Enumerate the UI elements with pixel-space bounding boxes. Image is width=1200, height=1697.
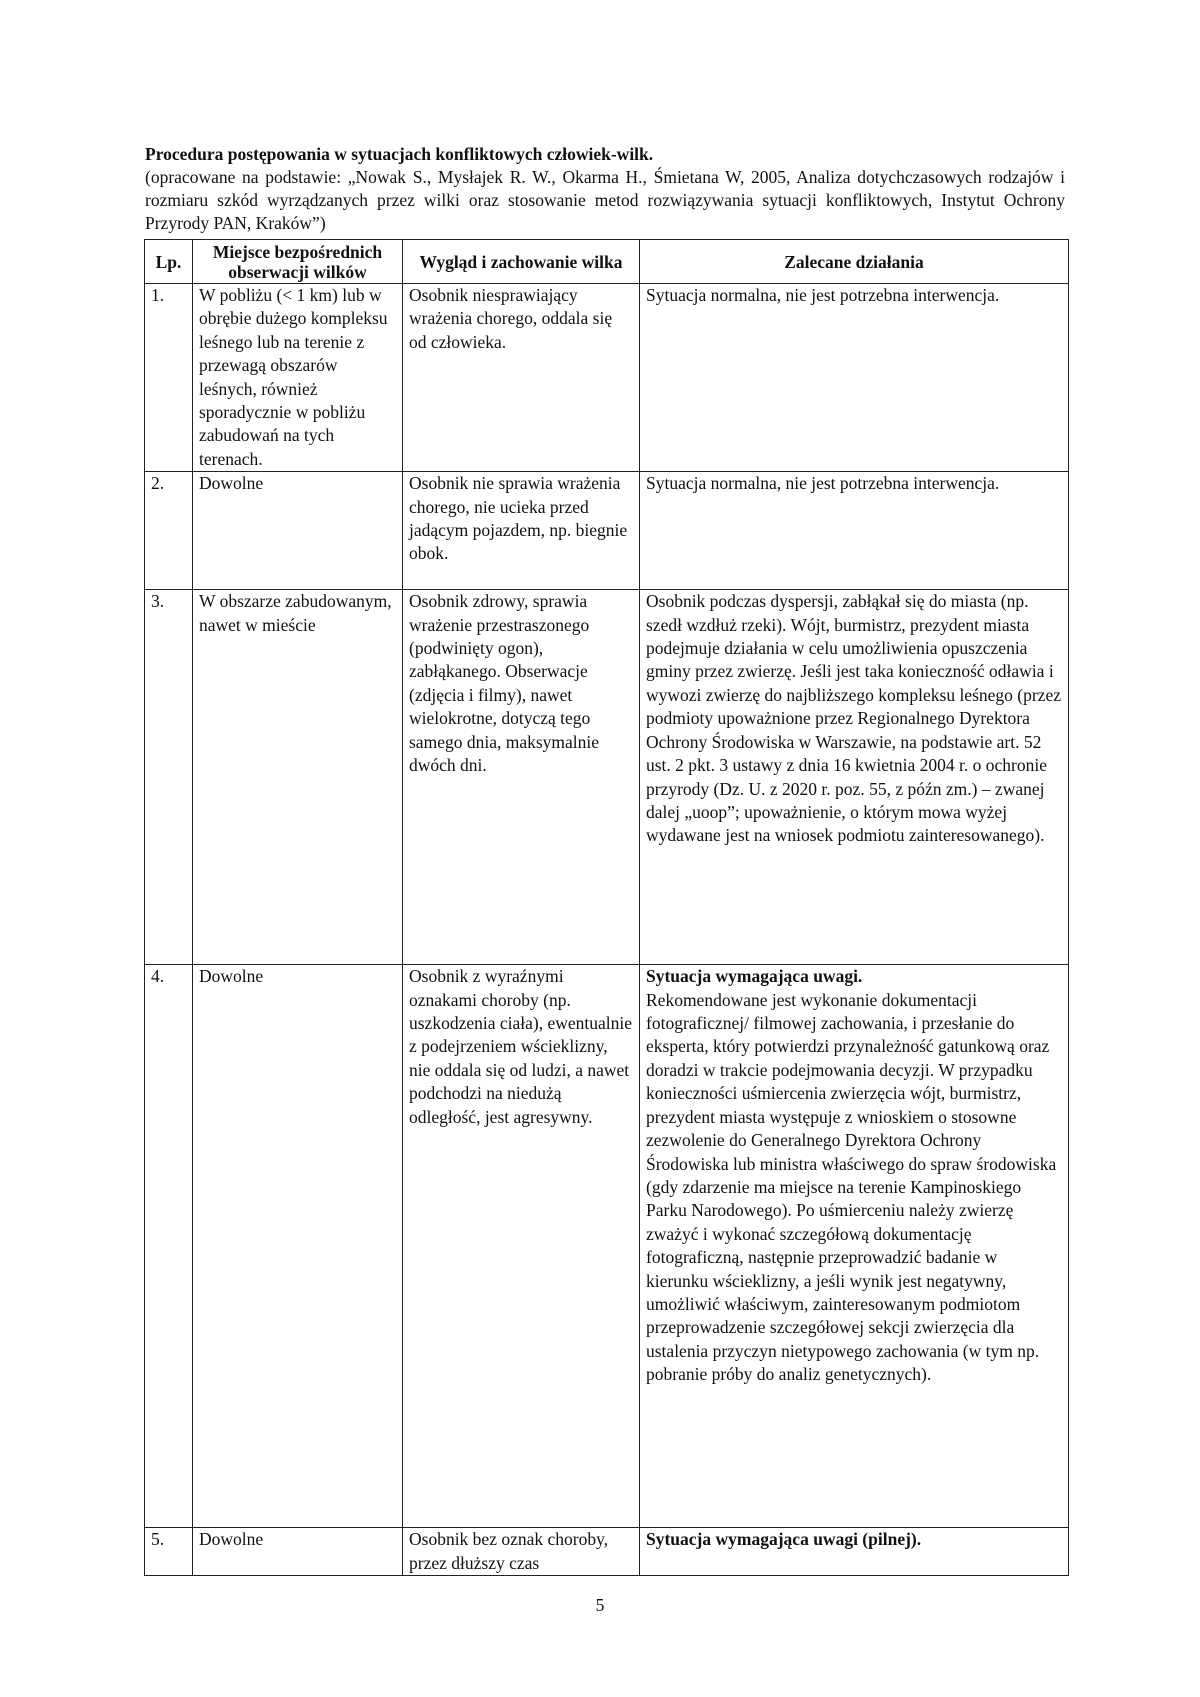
table-row bbox=[145, 1528, 1069, 1576]
row-behavior: Osobnik z wyraźnymi oznakami choroby (np. uszkodzenia ciała), ewentualnie z podejrzeniem wścieklizny, nie oddala się od ludzi, a nawet podchodzi na niedużą odległość, jest agresywny. bbox=[403, 965, 640, 1528]
row-behavior: Osobnik zdrowy, sprawia wrażenie przestraszonego (podwinięty ogon), zabłąkanego. Obserwacje (zdjęcia i filmy), nawet wielokrotne, dotyczą tego samego dnia, maksymalnie dwóch dni. bbox=[403, 590, 640, 965]
row-actions-bold: Sytuacja wymagająca uwagi. bbox=[646, 966, 863, 987]
row-lp: 5. bbox=[145, 1528, 193, 1576]
row-actions bbox=[640, 590, 1069, 965]
row-behavior: Osobnik niesprawiający wrażenia chorego, oddala się od człowieka. bbox=[403, 284, 640, 472]
header-actions: Zalecane działania bbox=[640, 240, 1069, 284]
page-number: 5 bbox=[595, 1595, 605, 1615]
table-row bbox=[145, 472, 1069, 590]
row-behavior: Osobnik bez oznak choroby, przez dłuższy czas bbox=[403, 1528, 640, 1576]
row-lp: 3. bbox=[145, 590, 193, 965]
row-actions-text: Sytuacja normalna, nie jest potrzebna interwencja. bbox=[646, 285, 1000, 305]
document-title: Procedura postępowania w sytuacjach konfliktowych człowiek-wilk. bbox=[145, 144, 654, 164]
row-actions bbox=[640, 284, 1069, 472]
table-row bbox=[145, 965, 1069, 1528]
row-lp: 2. bbox=[145, 472, 193, 590]
row-actions-text: Osobnik podczas dyspersji, zabłąkał się do miasta (np. szedł wzdłuż rzeki). Wójt, burmistrz, prezydent miasta podejmuje działania w celu umożliwienia opuszczenia gminy przez zwierzę. Jeśli jest taka konieczność odławia i wywozi zwierzę do najbliższego kompleksu leśnego (przez podmioty upoważnione przez Regionalnego Dyrektora Ochrony Środowiska w Warszawie, na podstawie art. 52 ust. 2 pkt. 3 ustawy z dnia 16 kwietnia 2004 r. o ochronie przyrody (Dz. U. z 2020 r. poz. 55, z późn zm.) – zwanej dalej „uoop”; upoważnienie, o którym mowa wyżej wydawane jest na wniosek podmiotu zainteresowanego). bbox=[646, 591, 1061, 846]
row-place: Dowolne bbox=[193, 965, 403, 1528]
row-actions bbox=[640, 472, 1069, 590]
header-place: Miejsce bezpośrednich obserwacji wilków bbox=[193, 240, 403, 284]
table-row bbox=[145, 590, 1069, 965]
row-place: W pobliżu (< 1 km) lub w obrębie dużego kompleksu leśnego lub na terenie z przewagą obszarów leśnych, również sporadycznie w pobliżu zabudowań na tych terenach. bbox=[193, 284, 403, 472]
table-header-row bbox=[145, 240, 1069, 284]
row-actions bbox=[640, 1528, 1069, 1576]
row-actions bbox=[640, 965, 1069, 1528]
row-behavior: Osobnik nie sprawia wrażenia chorego, nie ucieka przed jadącym pojazdem, np. biegnie obok. bbox=[403, 472, 640, 590]
table-row bbox=[145, 284, 1069, 472]
row-actions-text: Sytuacja normalna, nie jest potrzebna interwencja. bbox=[646, 473, 1000, 494]
header-lp: Lp. bbox=[145, 240, 193, 284]
row-lp: 4. bbox=[145, 965, 193, 1528]
source-citation: (opracowane na podstawie: „Nowak S., Mysłajek R. W., Okarma H., Śmietana W, 2005, Analiza dotychczasowych rodzajów i rozmiaru szkód wyrządzanych przez wilki oraz stosowanie metod rozwiązywania sytuacji konfliktowych, Instytut Ochrony Przyrody PAN, Kraków”) bbox=[145, 167, 1065, 233]
row-actions-bold: Sytuacja wymagająca uwagi (pilnej). bbox=[646, 1529, 922, 1550]
procedure-table bbox=[144, 239, 1069, 1576]
row-lp: 1. bbox=[145, 284, 193, 472]
row-place: W obszarze zabudowanym, nawet w mieście bbox=[193, 590, 403, 965]
row-place: Dowolne bbox=[193, 472, 403, 590]
row-actions-text: Rekomendowane jest wykonanie dokumentacji fotograficznej/ filmowej zachowania, i przesłanie do eksperta, który potwierdzi przynależność gatunkową oraz doradzi w trakcie podejmowania decyzji. W przypadku konieczności uśmiercenia zwierzęcia wójt, burmistrz, prezydent miasta występuje z wnioskiem o stosowne zezwolenie do Generalnego Dyrektora Ochrony Środowiska lub ministra właściwego do spraw środowiska (gdy zdarzenie ma miejsce na terenie Kampinoskiego Parku Narodowego). Po uśmierceniu należy zwierzę zważyć i wykonać szczegółową dokumentację fotograficzną, następnie przeprowadzić badanie w kierunku wścieklizny, a jeśli wynik jest negatywny, umożliwić właściwym, zainteresowanym podmiotom przeprowadzenie szczegółowej sekcji zwierzęcia dla ustalenia przyczyn nietypowego zachowania (w tym np. pobranie próby do analiz genetycznych). bbox=[646, 989, 1057, 1385]
header-behavior: Wygląd i zachowanie wilka bbox=[403, 240, 640, 284]
row-place: Dowolne bbox=[193, 1528, 403, 1576]
